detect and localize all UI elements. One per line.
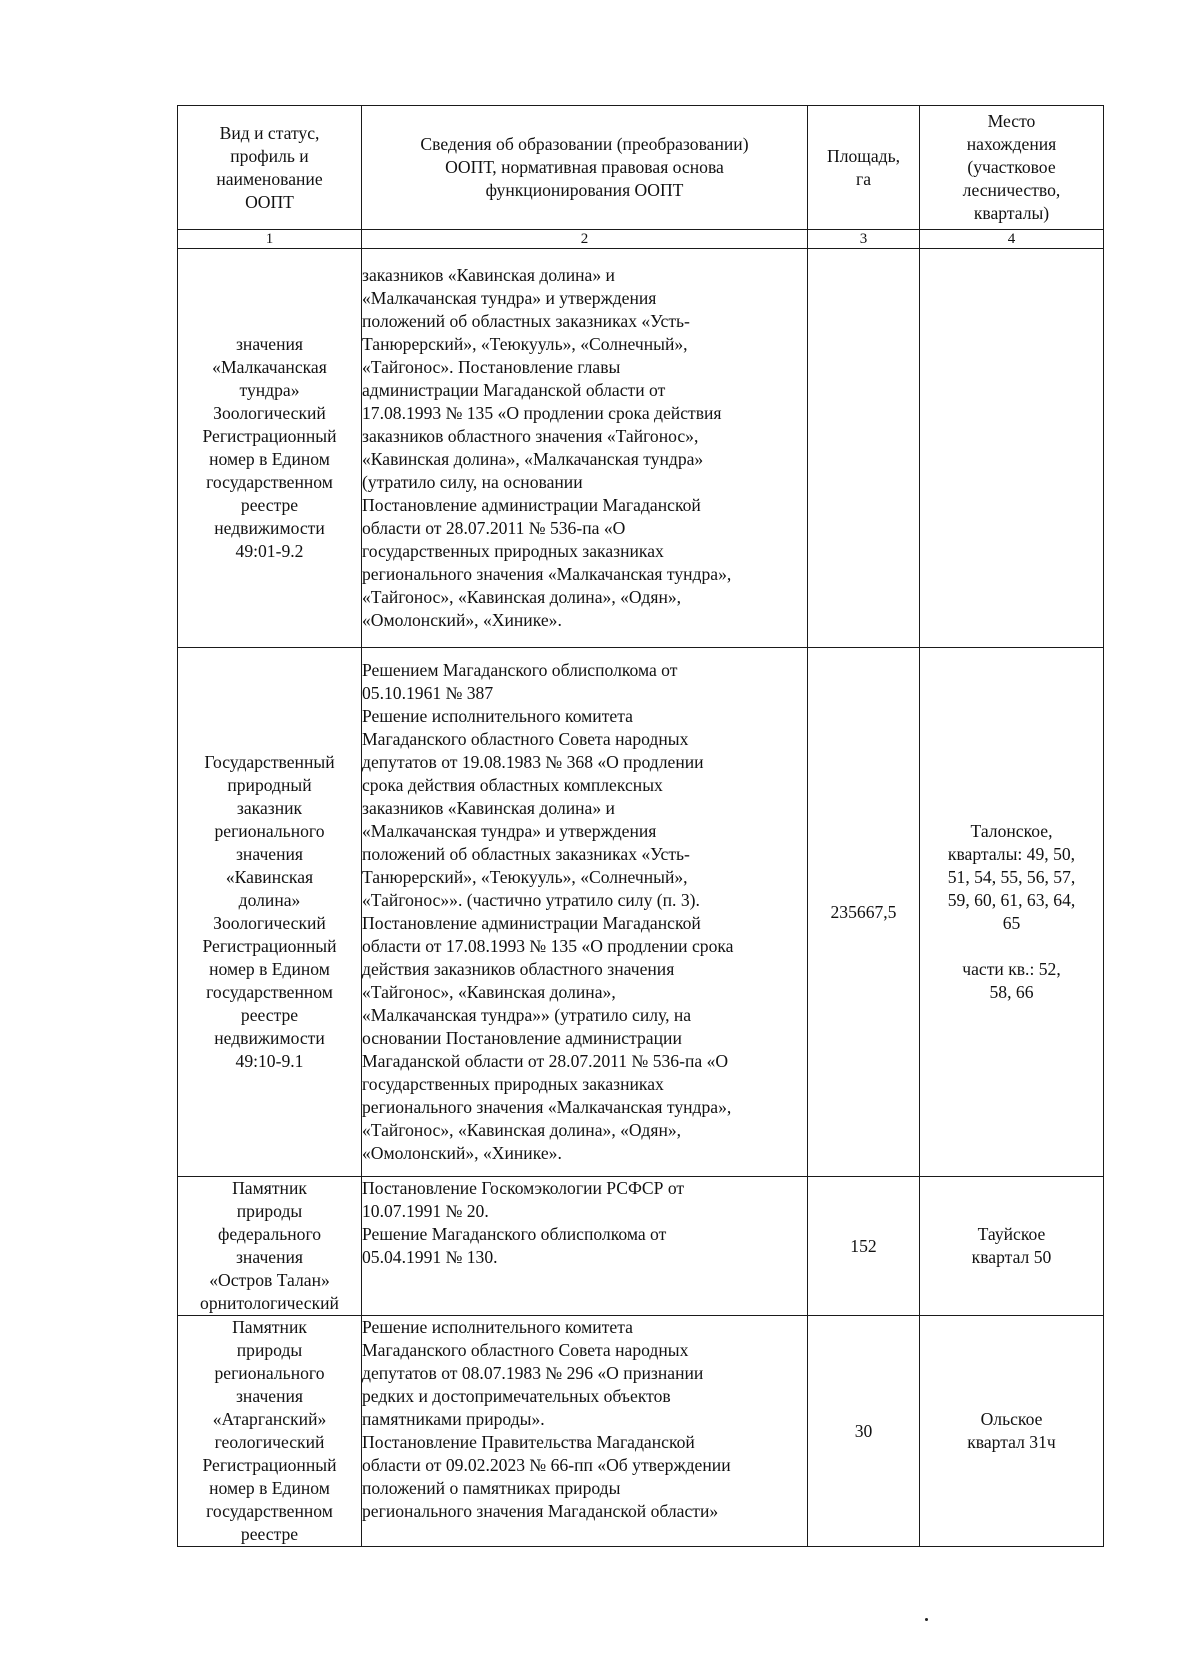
text-line: лесничество,: [962, 180, 1061, 200]
text-line: регионального: [214, 1363, 325, 1383]
text-line: администрации Магаданской области от: [362, 380, 666, 400]
text-line: редких и достопримечательных объектов: [362, 1386, 671, 1406]
text-line: Место: [987, 111, 1036, 131]
text-line: регионального значения «Малкачанская тундра»,: [362, 1097, 732, 1117]
location-cell: [920, 249, 1104, 648]
text-line: природный: [227, 775, 312, 795]
text-line: (утратило силу, на основании: [362, 472, 583, 492]
text-line: Регистрационный: [202, 1455, 337, 1475]
text-line: 49:01-9.2: [235, 541, 304, 561]
text-line: Постановление администрации Магаданской: [362, 913, 701, 933]
text-line: «Тайгонос». Постановление главы: [362, 357, 621, 377]
table-row: [178, 1316, 1104, 1547]
text-line: значения: [235, 334, 304, 354]
text-line: «Тайгонос», «Кавинская долина», «Одян»,: [362, 1120, 682, 1140]
text-line: 51, 54, 55, 56, 57,: [947, 867, 1076, 887]
area-size-cell: 235667,5: [808, 648, 920, 1177]
text-line: реестре: [240, 1005, 299, 1025]
header-name-status: [178, 106, 362, 230]
table-row: [178, 249, 1104, 648]
table-row: [178, 1177, 1104, 1316]
text-line: 49:10-9.1: [235, 1051, 304, 1071]
text-line: Государственный: [204, 752, 335, 772]
text-line: государственном: [206, 472, 333, 492]
text-line: природы: [236, 1201, 303, 1221]
text-line: кварталы): [973, 203, 1050, 223]
table-row: [178, 648, 1104, 1177]
text-line: Площадь,: [826, 145, 900, 166]
area-name-cell: [178, 1316, 362, 1547]
page-mark-dot: [925, 1618, 928, 1621]
text-line: памятниками природы».: [362, 1409, 545, 1429]
text-line: области от 28.07.2011 № 536-па «О: [362, 518, 626, 538]
area-size-cell: 152: [808, 1177, 920, 1316]
table-header-row: [178, 106, 1104, 230]
location-cell: [920, 648, 1104, 1177]
text-line: положений об областных заказниках «Усть-: [362, 844, 690, 864]
text-line: долина»: [238, 890, 301, 910]
text-line: Зоологический: [213, 913, 326, 933]
text-line: Решение Магаданского облисполкома от: [362, 1224, 667, 1244]
legal-basis-cell: [362, 1316, 808, 1547]
text-line: Регистрационный: [202, 936, 337, 956]
text-line: государственных природных заказниках: [362, 1074, 664, 1094]
text-line: Магаданского областного Совета народных: [362, 729, 689, 749]
text-line: области от 17.08.1993 № 135 «О продлении срока: [362, 936, 734, 956]
line-gap: [920, 935, 1103, 958]
text-line: государственном: [206, 982, 333, 1002]
text-line: га: [855, 168, 872, 189]
text-line: государственных природных заказниках: [362, 541, 664, 561]
text-line: Регистрационный: [202, 426, 337, 446]
text-line: Решение исполнительного комитета: [362, 1317, 633, 1337]
text-line: нахождения: [966, 134, 1057, 154]
text-line: значения: [235, 1386, 304, 1406]
text-line: геологический: [214, 1432, 325, 1452]
text-line: «Омолонский», «Хинике».: [362, 610, 562, 630]
text-line: положений об областных заказниках «Усть-: [362, 311, 690, 331]
area-size-cell: [808, 249, 920, 648]
text-line: Тауйское: [977, 1224, 1046, 1244]
text-line: Памятник: [232, 1178, 307, 1198]
text-line: «Малкачанская тундра» и утверждения: [362, 821, 657, 841]
text-line: Ольское: [980, 1409, 1043, 1429]
header-area: [808, 106, 920, 230]
area-name-cell: [178, 249, 362, 648]
text-line: основании Постановление администрации: [362, 1028, 682, 1048]
text-line: «Кавинская: [225, 867, 314, 887]
text-line: профиль и: [230, 145, 309, 166]
text-line: заказников «Кавинская долина» и: [362, 265, 615, 285]
column-number: 4: [920, 230, 1104, 249]
text-line: природы: [236, 1340, 303, 1360]
text-line: Талонское,: [970, 821, 1053, 841]
text-line: 59, 60, 61, 63, 64,: [947, 890, 1076, 910]
text-line: регионального: [214, 821, 325, 841]
text-line: области от 09.02.2023 № 66-пп «Об утверждении: [362, 1455, 731, 1475]
text-line: тундра»: [239, 380, 300, 400]
column-number: 3: [808, 230, 920, 249]
text-line: части кв.: 52,: [962, 959, 1061, 979]
text-line: Сведения об образовании (преобразовании): [420, 134, 749, 154]
text-line: 05.10.1961 № 387: [362, 683, 494, 703]
header-location: [920, 106, 1104, 230]
text-line: Постановление Правительства Магаданской: [362, 1432, 695, 1452]
text-line: 10.07.1991 № 20.: [362, 1201, 489, 1221]
text-line: реестре: [240, 1524, 299, 1544]
text-line: депутатов от 08.07.1983 № 296 «О признании: [362, 1363, 704, 1383]
text-line: «Малкачанская тундра» и утверждения: [362, 288, 657, 308]
text-line: недвижимости: [214, 518, 325, 538]
area-name-cell: [178, 648, 362, 1177]
text-line: депутатов от 19.08.1983 № 368 «О продлении: [362, 752, 704, 772]
text-line: Магаданской области от 28.07.2011 № 536-па «О: [362, 1051, 729, 1071]
text-line: Зоологический: [213, 403, 326, 423]
area-size-cell: 30: [808, 1316, 920, 1547]
text-line: Вид и статус,: [219, 122, 320, 143]
text-line: наименование: [216, 168, 323, 189]
text-line: «Тайгонос», «Кавинская долина», «Одян»,: [362, 587, 682, 607]
text-line: заказников областного значения «Тайгонос»,: [362, 426, 699, 446]
location-cell: [920, 1316, 1104, 1547]
text-line: ООПТ, нормативная правовая основа: [445, 157, 724, 177]
legal-basis-cell: [362, 249, 808, 648]
text-line: 17.08.1993 № 135 «О продлении срока действия: [362, 403, 722, 423]
legal-basis-cell: [362, 648, 808, 1177]
text-line: 58, 66: [989, 982, 1034, 1002]
text-line: Постановление Госкомэкологии РСФСР от: [362, 1178, 685, 1198]
text-line: «Омолонский», «Хинике».: [362, 1143, 562, 1163]
text-line: Решением Магаданского облисполкома от: [362, 660, 678, 680]
text-line: регионального значения «Малкачанская тундра»,: [362, 564, 732, 584]
text-line: «Тайгонос», «Кавинская долина»,: [362, 982, 616, 1002]
text-line: заказник: [236, 798, 303, 818]
area-name-cell: [178, 1177, 362, 1316]
text-line: Магаданского областного Совета народных: [362, 1340, 689, 1360]
text-line: Постановление администрации Магаданской: [362, 495, 701, 515]
text-line: Решение исполнительного комитета: [362, 706, 633, 726]
column-number-row: [178, 230, 1104, 249]
text-line: «Тайгонос»». (частично утратило силу (п. 3).: [362, 890, 700, 910]
text-line: Памятник: [232, 1317, 307, 1337]
text-line: заказников «Кавинская долина» и: [362, 798, 615, 818]
text-line: номер в Едином: [209, 959, 330, 979]
text-line: положений о памятниках природы: [362, 1478, 621, 1498]
text-line: «Кавинская долина», «Малкачанская тундра»: [362, 449, 704, 469]
text-line: квартал 50: [971, 1247, 1052, 1267]
text-line: ООПТ: [245, 191, 294, 212]
text-line: «Остров Талан»: [209, 1270, 330, 1290]
text-line: федерального: [217, 1224, 322, 1244]
text-line: 05.04.1991 № 130.: [362, 1247, 498, 1267]
header-basis: [362, 106, 808, 230]
text-line: функционирования ООПТ: [485, 180, 684, 200]
text-line: Танюрерский», «Теюкууль», «Солнечный»,: [362, 334, 688, 354]
text-line: регионального значения Магаданской области»: [362, 1501, 719, 1521]
text-line: 65: [1002, 913, 1021, 933]
text-line: реестре: [240, 495, 299, 515]
text-line: «Малкачанская тундра»» (утратило силу, на: [362, 1005, 692, 1025]
text-line: номер в Едином: [209, 449, 330, 469]
text-line: значения: [235, 1247, 304, 1267]
protected-areas-table: [177, 105, 1104, 1547]
text-line: номер в Едином: [209, 1478, 330, 1498]
text-line: срока действия областных комплексных: [362, 775, 663, 795]
column-number: 1: [178, 230, 362, 249]
text-line: государственном: [206, 1501, 333, 1521]
text-line: «Атарганский»: [212, 1409, 327, 1429]
legal-basis-cell: [362, 1177, 808, 1316]
location-cell: [920, 1177, 1104, 1316]
text-line: кварталы: 49, 50,: [947, 844, 1076, 864]
text-line: (участковое: [967, 157, 1056, 177]
text-line: действия заказников областного значения: [362, 959, 675, 979]
column-number: 2: [362, 230, 808, 249]
text-line: значения: [235, 844, 304, 864]
text-line: Танюрерский», «Теюкууль», «Солнечный»,: [362, 867, 688, 887]
text-line: квартал 31ч: [967, 1432, 1056, 1452]
text-line: «Малкачанская: [212, 357, 327, 377]
text-line: орнитологический: [200, 1293, 339, 1313]
text-line: недвижимости: [214, 1028, 325, 1048]
